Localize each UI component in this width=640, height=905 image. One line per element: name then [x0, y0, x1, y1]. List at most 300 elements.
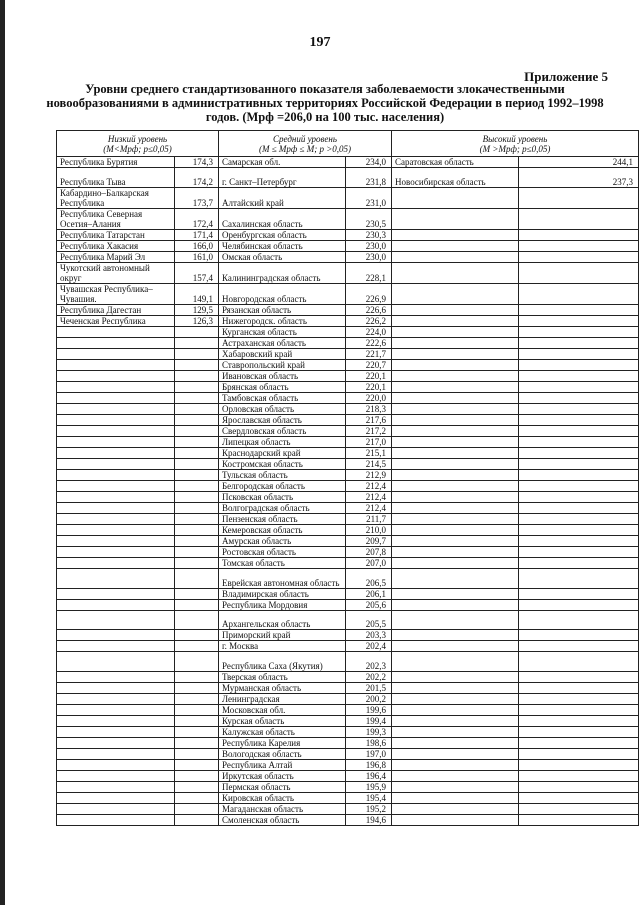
- table-row: [57, 491, 639, 502]
- value-mid: 220,1: [346, 381, 392, 392]
- header-mid-line: (М ≤ Мрф ≤ М; p >0,05): [258, 143, 352, 154]
- value-low: [175, 599, 219, 610]
- region-low: [57, 392, 175, 403]
- value-high: [519, 240, 639, 251]
- table-row: [57, 480, 639, 491]
- value-low: [175, 652, 219, 672]
- region-mid: Белгородская область: [219, 480, 346, 491]
- table-row: [57, 240, 639, 251]
- value-low: [175, 749, 219, 760]
- value-high: [519, 782, 639, 793]
- value-mid: 195,9: [346, 782, 392, 793]
- table-row: [57, 546, 639, 557]
- value-mid: 201,5: [346, 683, 392, 694]
- value-low: [175, 458, 219, 469]
- table-row: [57, 652, 639, 672]
- value-high: [519, 738, 639, 749]
- region-high: [392, 546, 519, 557]
- region-low: [57, 599, 175, 610]
- region-low: [57, 348, 175, 359]
- value-low: [175, 694, 219, 705]
- value-low: [175, 610, 219, 630]
- value-high: [519, 208, 639, 229]
- value-mid: 207,8: [346, 546, 392, 557]
- value-low: 173,7: [175, 187, 219, 208]
- document-title: Уровни среднего стандартизованного показателя заболеваемости злокачественными новообразованиями в административных территориях Российской Федерации в период 1992–1998 годов. (Мрф =206,0 на 100 тыс. населения): [46, 82, 604, 124]
- value-high: [519, 315, 639, 326]
- value-mid: 220,1: [346, 370, 392, 381]
- region-low: [57, 771, 175, 782]
- value-low: [175, 716, 219, 727]
- region-low: Кабардино–Балкарская Республика: [57, 187, 175, 208]
- region-low: [57, 641, 175, 652]
- table-row: [57, 458, 639, 469]
- value-high: [519, 760, 639, 771]
- region-high: [392, 262, 519, 283]
- region-low: Республика Тыва: [57, 168, 175, 188]
- value-high: [519, 359, 639, 370]
- table-row: [57, 610, 639, 630]
- table-row: [57, 381, 639, 392]
- value-high: [519, 524, 639, 535]
- region-high: [392, 315, 519, 326]
- region-low: [57, 513, 175, 524]
- region-low: [57, 672, 175, 683]
- value-mid: 230,0: [346, 240, 392, 251]
- value-low: [175, 641, 219, 652]
- region-low: [57, 588, 175, 599]
- region-low: [57, 359, 175, 370]
- value-high: [519, 392, 639, 403]
- value-high: [519, 630, 639, 641]
- region-high: [392, 425, 519, 436]
- value-high: [519, 716, 639, 727]
- value-mid: 196,4: [346, 771, 392, 782]
- region-high: [392, 749, 519, 760]
- region-mid: Кемеровская область: [219, 524, 346, 535]
- table-row: [57, 251, 639, 262]
- header-high: [392, 131, 639, 157]
- region-mid: Тамбовская область: [219, 392, 346, 403]
- value-mid: 212,9: [346, 469, 392, 480]
- region-low: [57, 793, 175, 804]
- region-high: [392, 229, 519, 240]
- value-high: [519, 447, 639, 458]
- region-mid: Калужская область: [219, 727, 346, 738]
- region-high: [392, 727, 519, 738]
- value-mid: 214,5: [346, 458, 392, 469]
- region-low: [57, 403, 175, 414]
- region-mid: Амурская область: [219, 535, 346, 546]
- value-mid: 222,6: [346, 337, 392, 348]
- value-high: [519, 610, 639, 630]
- table-row: [57, 683, 639, 694]
- region-mid: Республика Карелия: [219, 738, 346, 749]
- region-low: [57, 749, 175, 760]
- region-mid: Ярославская область: [219, 414, 346, 425]
- value-low: [175, 480, 219, 491]
- incidence-table: [56, 130, 639, 826]
- value-low: [175, 326, 219, 337]
- region-mid: Ивановская область: [219, 370, 346, 381]
- region-high: [392, 304, 519, 315]
- region-mid: Волгоградская область: [219, 502, 346, 513]
- value-high: [519, 414, 639, 425]
- value-low: [175, 513, 219, 524]
- table-row: [57, 641, 639, 652]
- table-row: [57, 771, 639, 782]
- table-row: [57, 535, 639, 546]
- value-high: [519, 469, 639, 480]
- value-high: [519, 588, 639, 599]
- value-high: [519, 337, 639, 348]
- region-mid: Костромская область: [219, 458, 346, 469]
- region-high: [392, 480, 519, 491]
- value-low: [175, 502, 219, 513]
- region-high: [392, 283, 519, 304]
- region-low: Чукотский автономный округ: [57, 262, 175, 283]
- region-mid: Свердловская область: [219, 425, 346, 436]
- region-mid: Магаданская область: [219, 804, 346, 815]
- value-mid: 205,5: [346, 610, 392, 630]
- value-mid: 207,0: [346, 557, 392, 568]
- region-low: Республика Хакасия: [57, 240, 175, 251]
- header-mid-line: Средний уровень: [273, 133, 337, 144]
- region-low: [57, 458, 175, 469]
- region-high: [392, 599, 519, 610]
- value-low: [175, 546, 219, 557]
- value-high: [519, 535, 639, 546]
- value-high: [519, 491, 639, 502]
- value-low: 161,0: [175, 251, 219, 262]
- region-mid: Республика Мордовия: [219, 599, 346, 610]
- value-high: [519, 793, 639, 804]
- value-low: [175, 469, 219, 480]
- value-low: [175, 782, 219, 793]
- appendix-label: Приложение 5: [524, 69, 608, 84]
- region-low: [57, 524, 175, 535]
- value-high: [519, 480, 639, 491]
- value-high: [519, 458, 639, 469]
- region-mid: Вологодская область: [219, 749, 346, 760]
- region-high: [392, 414, 519, 425]
- value-high: [519, 251, 639, 262]
- table-row: [57, 694, 639, 705]
- table-row: [57, 304, 639, 315]
- value-low: [175, 683, 219, 694]
- region-high: [392, 348, 519, 359]
- table-row: [57, 370, 639, 381]
- value-low: [175, 381, 219, 392]
- value-mid: 202,3: [346, 652, 392, 672]
- region-mid: Алтайский край: [219, 187, 346, 208]
- region-high: [392, 641, 519, 652]
- region-mid: Псковская область: [219, 491, 346, 502]
- region-high: [392, 793, 519, 804]
- value-high: [519, 557, 639, 568]
- region-mid: Тульская область: [219, 469, 346, 480]
- region-mid: Нижегородск. область: [219, 315, 346, 326]
- value-mid: 217,0: [346, 436, 392, 447]
- region-low: [57, 480, 175, 491]
- region-low: [57, 535, 175, 546]
- region-high: [392, 716, 519, 727]
- value-low: [175, 535, 219, 546]
- header-high-line: Высокий уровень: [482, 133, 548, 144]
- region-low: [57, 337, 175, 348]
- value-mid: 220,7: [346, 359, 392, 370]
- region-mid: Хабаровский край: [219, 348, 346, 359]
- region-mid: г. Санкт–Петербург: [219, 168, 346, 188]
- value-mid: 211,7: [346, 513, 392, 524]
- region-low: [57, 491, 175, 502]
- table-row: [57, 157, 639, 168]
- region-mid: Кировская область: [219, 793, 346, 804]
- table-row: [57, 738, 639, 749]
- value-mid: 198,6: [346, 738, 392, 749]
- header-high-line: (М >Мрф; p≤0,05): [479, 143, 551, 154]
- region-mid: Ленинградская: [219, 694, 346, 705]
- table-row: [57, 403, 639, 414]
- value-low: [175, 436, 219, 447]
- value-low: [175, 524, 219, 535]
- region-mid: Омская область: [219, 251, 346, 262]
- region-high: [392, 447, 519, 458]
- table-row: [57, 502, 639, 513]
- region-low: [57, 716, 175, 727]
- table-row: [57, 815, 639, 826]
- region-high: [392, 630, 519, 641]
- value-mid: 212,4: [346, 502, 392, 513]
- value-high: [519, 641, 639, 652]
- region-high: [392, 326, 519, 337]
- region-low: [57, 326, 175, 337]
- region-mid: Приморский край: [219, 630, 346, 641]
- table-row: [57, 208, 639, 229]
- region-mid: Республика Алтай: [219, 760, 346, 771]
- value-high: [519, 304, 639, 315]
- value-high: [519, 326, 639, 337]
- value-low: 172,4: [175, 208, 219, 229]
- value-high: [519, 672, 639, 683]
- value-mid: 226,6: [346, 304, 392, 315]
- value-low: 171,4: [175, 229, 219, 240]
- region-mid: Тверская область: [219, 672, 346, 683]
- region-low: [57, 381, 175, 392]
- region-low: [57, 610, 175, 630]
- value-high: [519, 694, 639, 705]
- region-low: [57, 738, 175, 749]
- region-high: [392, 458, 519, 469]
- region-mid: Самарская обл.: [219, 157, 346, 168]
- region-high: [392, 588, 519, 599]
- value-mid: 228,1: [346, 262, 392, 283]
- table-row: [57, 337, 639, 348]
- region-high: [392, 782, 519, 793]
- value-high: [519, 815, 639, 826]
- value-high: [519, 513, 639, 524]
- region-mid: Брянская область: [219, 381, 346, 392]
- value-mid: 199,4: [346, 716, 392, 727]
- table-row: [57, 392, 639, 403]
- value-mid: 197,0: [346, 749, 392, 760]
- value-low: [175, 804, 219, 815]
- value-low: [175, 727, 219, 738]
- region-mid: Мурманская область: [219, 683, 346, 694]
- region-low: [57, 469, 175, 480]
- region-low: [57, 683, 175, 694]
- value-high: [519, 370, 639, 381]
- value-high: [519, 652, 639, 672]
- table-row: [57, 168, 639, 188]
- table-row: [57, 469, 639, 480]
- region-low: [57, 436, 175, 447]
- region-high: [392, 436, 519, 447]
- value-mid: 217,6: [346, 414, 392, 425]
- region-low: [57, 557, 175, 568]
- value-low: [175, 392, 219, 403]
- region-low: [57, 694, 175, 705]
- region-high: [392, 337, 519, 348]
- value-mid: 230,5: [346, 208, 392, 229]
- region-mid: Курганская область: [219, 326, 346, 337]
- table-row: [57, 672, 639, 683]
- value-high: [519, 348, 639, 359]
- region-low: [57, 760, 175, 771]
- region-low: Республика Марий Эл: [57, 251, 175, 262]
- table-row: [57, 447, 639, 458]
- region-low: [57, 546, 175, 557]
- table-row: [57, 793, 639, 804]
- value-mid: 202,4: [346, 641, 392, 652]
- region-high: [392, 672, 519, 683]
- value-high: [519, 187, 639, 208]
- region-low: [57, 804, 175, 815]
- region-mid: Оренбургская область: [219, 229, 346, 240]
- region-high: [392, 804, 519, 815]
- region-high: [392, 187, 519, 208]
- value-mid: 224,0: [346, 326, 392, 337]
- value-mid: 206,1: [346, 588, 392, 599]
- region-mid: Челябинская область: [219, 240, 346, 251]
- value-mid: 196,8: [346, 760, 392, 771]
- header-low-line: Низкий уровень: [107, 133, 168, 144]
- table-row: [57, 782, 639, 793]
- region-high: [392, 208, 519, 229]
- table-row: [57, 414, 639, 425]
- region-mid: Пермская область: [219, 782, 346, 793]
- region-high: [392, 370, 519, 381]
- region-high: [392, 469, 519, 480]
- table-row: [57, 727, 639, 738]
- table-row: [57, 599, 639, 610]
- value-low: [175, 491, 219, 502]
- value-low: [175, 359, 219, 370]
- value-high: [519, 727, 639, 738]
- table-row: [57, 283, 639, 304]
- table-row: [57, 760, 639, 771]
- region-mid: Краснодарский край: [219, 447, 346, 458]
- region-high: [392, 771, 519, 782]
- region-high: [392, 568, 519, 588]
- table-row: [57, 716, 639, 727]
- region-high: [392, 502, 519, 513]
- region-mid: Ставропольский край: [219, 359, 346, 370]
- region-high: [392, 251, 519, 262]
- region-high: [392, 513, 519, 524]
- region-mid: Липецкая область: [219, 436, 346, 447]
- value-mid: 209,7: [346, 535, 392, 546]
- region-low: Республика Татарстан: [57, 229, 175, 240]
- region-low: Республика Северная Осетия–Алания: [57, 208, 175, 229]
- value-high: [519, 771, 639, 782]
- value-low: 126,3: [175, 315, 219, 326]
- region-low: [57, 630, 175, 641]
- region-low: [57, 815, 175, 826]
- region-mid: Астраханская область: [219, 337, 346, 348]
- value-mid: 226,9: [346, 283, 392, 304]
- value-mid: 220,0: [346, 392, 392, 403]
- value-low: [175, 403, 219, 414]
- region-high: [392, 359, 519, 370]
- region-mid: Сахалинская область: [219, 208, 346, 229]
- table-row: [57, 588, 639, 599]
- value-mid: 200,2: [346, 694, 392, 705]
- region-mid: Архангельская область: [219, 610, 346, 630]
- value-high: [519, 599, 639, 610]
- region-high: [392, 535, 519, 546]
- value-mid: 231,0: [346, 187, 392, 208]
- region-high: [392, 652, 519, 672]
- value-mid: 221,7: [346, 348, 392, 359]
- value-high: [519, 229, 639, 240]
- scan-edge: [0, 0, 5, 905]
- value-mid: 218,3: [346, 403, 392, 414]
- table-body: [57, 157, 639, 826]
- value-low: 149,1: [175, 283, 219, 304]
- region-low: Республика Бурятия: [57, 157, 175, 168]
- value-low: 157,4: [175, 262, 219, 283]
- region-mid: г. Москва: [219, 641, 346, 652]
- value-mid: 217,2: [346, 425, 392, 436]
- value-high: 244,1: [519, 157, 639, 168]
- table-row: [57, 524, 639, 535]
- region-mid: Московская обл.: [219, 705, 346, 716]
- value-low: [175, 348, 219, 359]
- value-mid: 199,6: [346, 705, 392, 716]
- value-high: [519, 683, 639, 694]
- value-mid: 234,0: [346, 157, 392, 168]
- value-mid: 212,4: [346, 480, 392, 491]
- region-mid: Рязанская область: [219, 304, 346, 315]
- table-row: [57, 436, 639, 447]
- value-low: [175, 815, 219, 826]
- table-row: [57, 513, 639, 524]
- value-low: [175, 630, 219, 641]
- value-high: [519, 749, 639, 760]
- table-row: [57, 749, 639, 760]
- value-low: [175, 337, 219, 348]
- region-high: [392, 240, 519, 251]
- region-high: [392, 610, 519, 630]
- region-high: Новосибирская область: [392, 168, 519, 188]
- value-low: [175, 557, 219, 568]
- value-high: 237,3: [519, 168, 639, 188]
- table-row: [57, 425, 639, 436]
- table-row: [57, 229, 639, 240]
- value-mid: 195,4: [346, 793, 392, 804]
- value-high: [519, 804, 639, 815]
